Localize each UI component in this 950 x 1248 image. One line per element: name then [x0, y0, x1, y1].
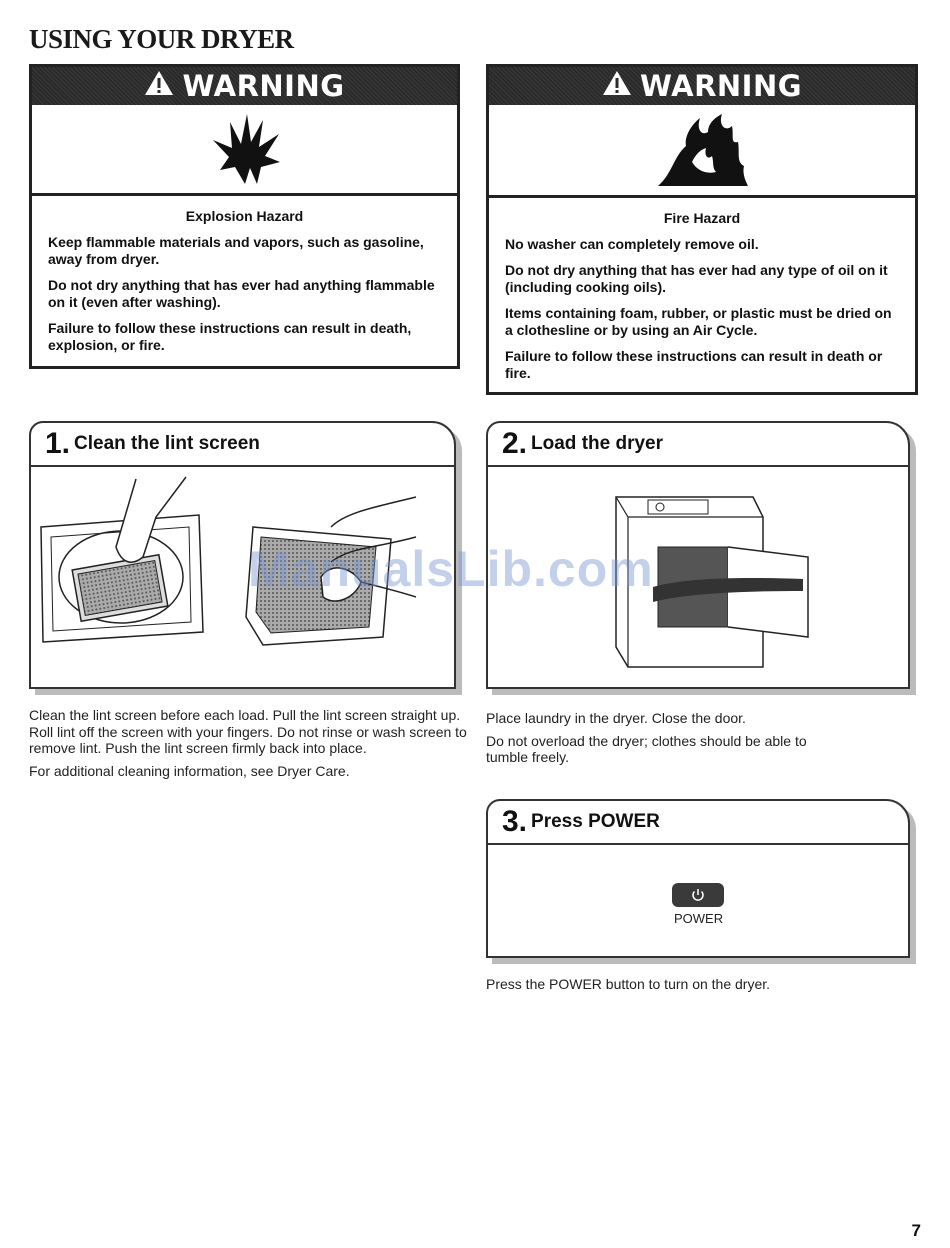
warning-paragraph: Keep flammable materials and vapors, such as gasoline, away from dryer.	[48, 234, 424, 267]
explosion-pictogram	[32, 105, 457, 196]
warning-paragraph: Do not dry anything that has ever had any type of oil on it (including cooking oils).	[505, 262, 888, 295]
fire-pictogram	[489, 105, 915, 198]
step-paragraph: Press the POWER button to turn on the dryer.	[486, 976, 771, 992]
warning-header-text: WARNING	[639, 69, 803, 103]
hazard-title: Fire Hazard	[663, 210, 741, 226]
power-label: POWER	[674, 911, 724, 926]
step-number: 1.	[45, 427, 71, 460]
warning-triangle-icon	[144, 69, 174, 103]
step-3-box	[486, 799, 910, 958]
warning-header-text: WARNING	[182, 69, 345, 103]
step-paragraph: Clean the lint screen before each load. Pull the lint screen straight up. Roll lint off the screen with your fingers. Do not rinse or wash screen to remove lint. Push the lint screen firmly back into place.	[29, 707, 467, 756]
step-1-text	[29, 707, 469, 785]
warning-paragraph: Failure to follow these instructions can result in death or fire.	[505, 348, 883, 381]
explosion-warning-box	[29, 64, 460, 369]
fire-icon	[652, 112, 752, 188]
step-header	[31, 423, 454, 467]
step-3-text	[486, 976, 886, 999]
step-paragraph: Do not overload the dryer; clothes should be able to tumble freely.	[486, 732, 807, 765]
warning-header	[489, 67, 915, 105]
fire-warning-box	[486, 64, 918, 395]
hazard-title: Explosion Hazard	[185, 208, 304, 224]
warning-header	[32, 67, 457, 105]
step-header	[488, 801, 908, 845]
page-number: 7	[911, 1221, 921, 1240]
step-2-text	[486, 710, 826, 772]
step-paragraph: For additional cleaning information, see Dryer Care.	[29, 762, 350, 779]
warning-paragraph: Do not dry anything that has ever had anything flammable on it (even after washing).	[48, 277, 435, 310]
step-title: Press POWER	[531, 811, 660, 832]
step-title: Clean the lint screen	[74, 433, 260, 454]
step-title: Load the dryer	[531, 433, 664, 454]
watermark: ManualsLib.com	[248, 541, 654, 597]
power-button[interactable]	[672, 883, 724, 907]
warning-paragraph: Failure to follow these instructions can result in death, explosion, or fire.	[48, 320, 412, 353]
step-header	[488, 423, 908, 467]
power-icon	[690, 887, 706, 903]
step-paragraph: Place laundry in the dryer. Close the door.	[486, 710, 746, 726]
explosion-icon	[205, 112, 285, 186]
step-number: 2.	[502, 427, 528, 460]
warning-paragraph: Items containing foam, rubber, or plastic must be dried on a clothesline or by using an Air Cycle.	[505, 305, 892, 338]
step-number: 3.	[502, 805, 528, 838]
warning-triangle-icon	[602, 69, 632, 103]
page-title: USING YOUR DRYER	[29, 24, 294, 54]
warning-paragraph: No washer can completely remove oil.	[505, 236, 759, 252]
